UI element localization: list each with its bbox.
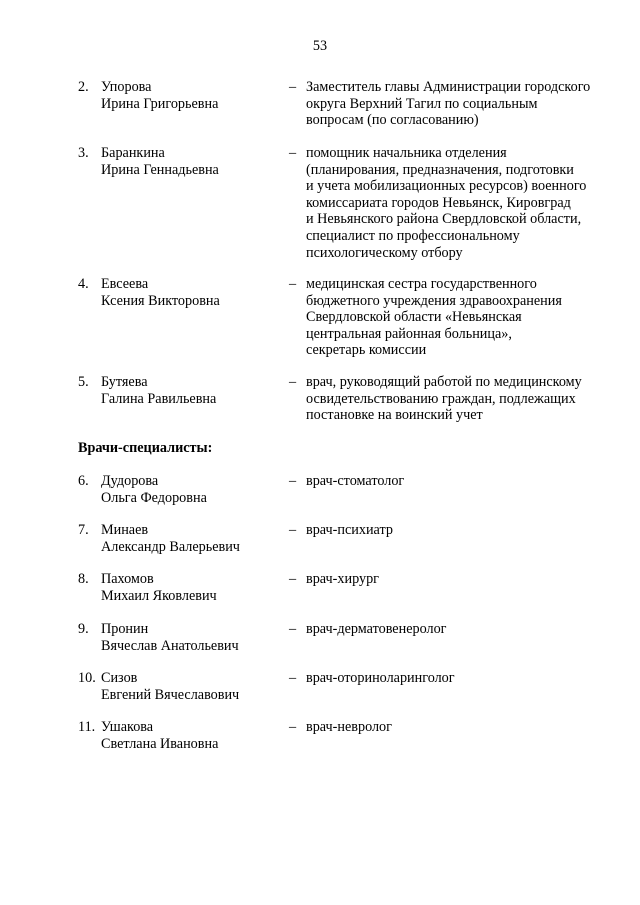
dash: – bbox=[289, 670, 297, 686]
item-number: 11. bbox=[78, 719, 96, 735]
person-name bbox=[101, 374, 291, 407]
position-line: врач-стоматолог bbox=[306, 473, 405, 489]
given-names: Ирина Григорьевна bbox=[101, 95, 219, 112]
position-description bbox=[306, 719, 626, 736]
given-names: Галина Равильевна bbox=[101, 390, 217, 407]
position-description bbox=[306, 473, 626, 490]
surname: Упорова bbox=[101, 79, 152, 95]
item-number: 2. bbox=[78, 79, 89, 95]
item-number: 5. bbox=[78, 374, 89, 390]
person-name bbox=[101, 621, 291, 654]
given-names: Вячеслав Анатольевич bbox=[101, 637, 239, 654]
page-number: 53 bbox=[312, 38, 328, 54]
position-description bbox=[306, 374, 626, 424]
position-line: вопросам (по согласованию) bbox=[306, 112, 479, 129]
position-line: комиссариата городов Невьянск, Кировград bbox=[306, 194, 571, 211]
position-line: медицинская сестра государственного bbox=[306, 276, 537, 292]
item-number: 3. bbox=[78, 145, 89, 161]
surname: Сизов bbox=[101, 670, 138, 686]
person-name bbox=[101, 670, 291, 703]
item-number: 7. bbox=[78, 522, 89, 538]
surname: Баранкина bbox=[101, 145, 165, 161]
position-line: и учета мобилизационных ресурсов) военного bbox=[306, 178, 587, 195]
position-line: округа Верхний Тагил по социальным bbox=[306, 95, 538, 112]
position-line: и Невьянского района Свердловской области, bbox=[306, 211, 582, 228]
position-line: врач-невролог bbox=[306, 719, 392, 735]
item-number: 10. bbox=[78, 670, 96, 686]
position-line: освидетельствованию граждан, подлежащих bbox=[306, 390, 576, 407]
position-description bbox=[306, 571, 626, 588]
person-name bbox=[101, 571, 291, 604]
surname: Пронин bbox=[101, 621, 149, 637]
person-name bbox=[101, 719, 291, 752]
position-line: секретарь комиссии bbox=[306, 342, 427, 359]
item-number: 9. bbox=[78, 621, 89, 637]
position-line: помощник начальника отделения bbox=[306, 145, 507, 161]
position-line: (планирования, предназначения, подготовки bbox=[306, 161, 574, 178]
given-names: Ирина Геннадьевна bbox=[101, 161, 219, 178]
given-names: Михаил Яковлевич bbox=[101, 587, 217, 604]
position-description bbox=[306, 79, 626, 129]
dash: – bbox=[289, 276, 297, 292]
dash: – bbox=[289, 79, 297, 95]
section-title: Врачи-специалисты: bbox=[78, 440, 213, 456]
position-line: центральная районная больница», bbox=[306, 325, 512, 342]
position-line: бюджетного учреждения здравоохранения bbox=[306, 292, 562, 309]
person-name bbox=[101, 276, 291, 309]
position-line: Заместитель главы Администрации городского bbox=[306, 79, 591, 95]
position-description bbox=[306, 145, 626, 261]
dash: – bbox=[289, 374, 297, 390]
dash: – bbox=[289, 719, 297, 735]
surname: Бутяева bbox=[101, 374, 148, 390]
given-names: Евгений Вячеславович bbox=[101, 686, 240, 703]
person-name bbox=[101, 79, 291, 112]
given-names: Светлана Ивановна bbox=[101, 735, 219, 752]
given-names: Ольга Федоровна bbox=[101, 489, 207, 506]
person-name bbox=[101, 145, 291, 178]
position-line: Свердловской области «Невьянская bbox=[306, 309, 522, 326]
person-name bbox=[101, 522, 291, 555]
dash: – bbox=[289, 522, 297, 538]
item-number: 8. bbox=[78, 571, 89, 587]
given-names: Ксения Викторовна bbox=[101, 292, 220, 309]
position-line: врач-хирург bbox=[306, 571, 379, 587]
surname: Пахомов bbox=[101, 571, 154, 587]
position-description bbox=[306, 522, 626, 539]
surname: Минаев bbox=[101, 522, 149, 538]
given-names: Александр Валерьевич bbox=[101, 538, 240, 555]
position-description bbox=[306, 276, 626, 359]
dash: – bbox=[289, 145, 297, 161]
position-line: постановке на воинский учет bbox=[306, 407, 483, 424]
dash: – bbox=[289, 473, 297, 489]
dash: – bbox=[289, 621, 297, 637]
position-line: специалист по профессиональному bbox=[306, 227, 520, 244]
dash: – bbox=[289, 571, 297, 587]
surname: Ушакова bbox=[101, 719, 154, 735]
position-line: врач-дерматовенеролог bbox=[306, 621, 447, 637]
position-description bbox=[306, 621, 626, 638]
surname: Дудорова bbox=[101, 473, 159, 489]
surname: Евсеева bbox=[101, 276, 149, 292]
position-description bbox=[306, 670, 626, 687]
item-number: 6. bbox=[78, 473, 89, 489]
position-line: врач-оториноларинголог bbox=[306, 670, 455, 686]
item-number: 4. bbox=[78, 276, 89, 292]
person-name bbox=[101, 473, 291, 506]
position-line: врач-психиатр bbox=[306, 522, 393, 538]
position-line: психологическому отбору bbox=[306, 244, 463, 261]
position-line: врач, руководящий работой по медицинскому bbox=[306, 374, 582, 390]
